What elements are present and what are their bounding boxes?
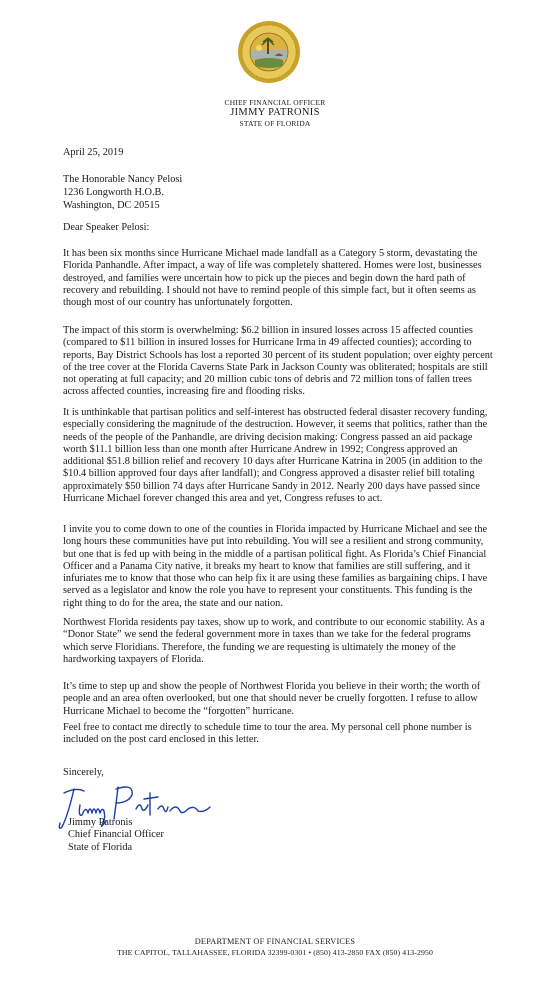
signer-name: Jimmy Patronis: [68, 817, 133, 828]
recipient-name: The Honorable Nancy Pelosi: [63, 174, 183, 185]
recipient-city: Washington, DC 20515: [63, 200, 160, 211]
recipient-address: [63, 173, 493, 212]
paragraph-5: Northwest Florida residents pay taxes, show up to work, and contribute to our economic stability. As a “Donor State” we send the federal government more in taxes than we take for the federal programs which serve Floridians. Therefore, the funding we are requesting is ultimately the money of the hardworking taxpayers of Florida.: [63, 617, 485, 665]
letterhead-office: CHIEF FINANCIAL OFFICER: [224, 98, 326, 107]
paragraph-4: I invite you to come down to one of the counties in Florida impacted by Hurricane Michael and see the long hours these communities have put into rebuilding. You will see a resilient and strong community, but one that is fed up with being in the middle of a partisan political fight. As Florida’s Chief Financial Officer and a Panama City native, it breaks my heart to know that families are still suffering, and it infuriates me to know that those who can help fix it are using these families as bargaining chips. I have served as a legislator and know the role you have to represent your constituents. This funding is the right thing to do for the area, the state and our nation.: [63, 524, 488, 609]
footer-address: THE CAPITOL, TALLAHASSEE, FLORIDA 32399-0301 • (850) 413-2850 FAX (850) 413-2950: [117, 948, 433, 957]
paragraph-6: It’s time to step up and show the people of Northwest Florida you believe in their worth; the worth of people and an area often overlooked, but one that should never be cruelly forgotten. I refuse to allow Hurricane Michael to become the “forgotten” hurricane.: [63, 681, 481, 717]
signer-state: State of Florida: [68, 841, 133, 853]
signer-title: Chief Financial Officer: [68, 829, 164, 841]
recipient-street: 1236 Longworth H.O.B.: [63, 187, 164, 198]
footer-department: DEPARTMENT OF FINANCIAL SERVICES: [194, 937, 356, 946]
signature-block: [68, 817, 164, 854]
letterhead-state: STATE OF FLORIDA: [239, 119, 311, 128]
state-seal-icon: [237, 20, 301, 84]
closing: Sincerely,: [63, 767, 104, 778]
paragraph-3: It is unthinkable that partisan politics and self-interest has obstructed federal disaster recovery funding, especially considering the magnitude of the destruction. However, it seems that politics, rather than the needs of the people of the Panhandle, are driving decision making: Congress passed an aid package worth $11.1 billion less than one month after Hurricane Andrew in 1992; Congress approved an additional $51.8 billion relief and recovery 10 days after Hurricane Katrina in 2005 (in addition to the $10.4 billion approved four days after landfall); and Congress approved a disaster relief bill totaling approximately $50 billion 74 days after Hurricane Sandy in 2012. Nearly 200 days have passed since Hurricane Michael forever changed this area and yet, Congress refuses to act.: [63, 407, 488, 505]
letter-date: April 25, 2019: [63, 147, 124, 158]
paragraph-7: Feel free to contact me directly to schedule time to tour the area. My personal cell phone number is included on the post card enclosed in this letter.: [63, 722, 472, 746]
paragraph-1: It has been six months since Hurricane Michael made landfall as a Category 5 storm, devastating the Florida Panhandle. After impact, a way of life was completely shattered. Homes were lost, businesses destroyed, and families were uncertain how to pick up the pieces and begin down the hard path of recovery and rebuilding. I should not have to remind people of this simple fact, but it often seems as though most of our country has unfortunately forgotten.: [63, 248, 482, 309]
letterhead-name: JIMMY PATRONIS: [230, 107, 320, 118]
paragraph-2: The impact of this storm is overwhelming: $6.2 billion in insured losses across 15 affected counties (compared to $11 billion in insured losses for Hurricane Irma in 49 affected counties); according to reports, Bay District Schools has lost a reported 30 percent of its student population; over eighty percent of the tree cover at the Florida Caverns State Park in Jackson County was obliterated; hospitals are still not operating at full capacity; and 20 million cubic tons of debris and 72 million tons of fallen trees across affected counties, increasing fire and flooding risks.: [63, 325, 493, 398]
salutation: Dear Speaker Pelosi:: [63, 222, 150, 233]
